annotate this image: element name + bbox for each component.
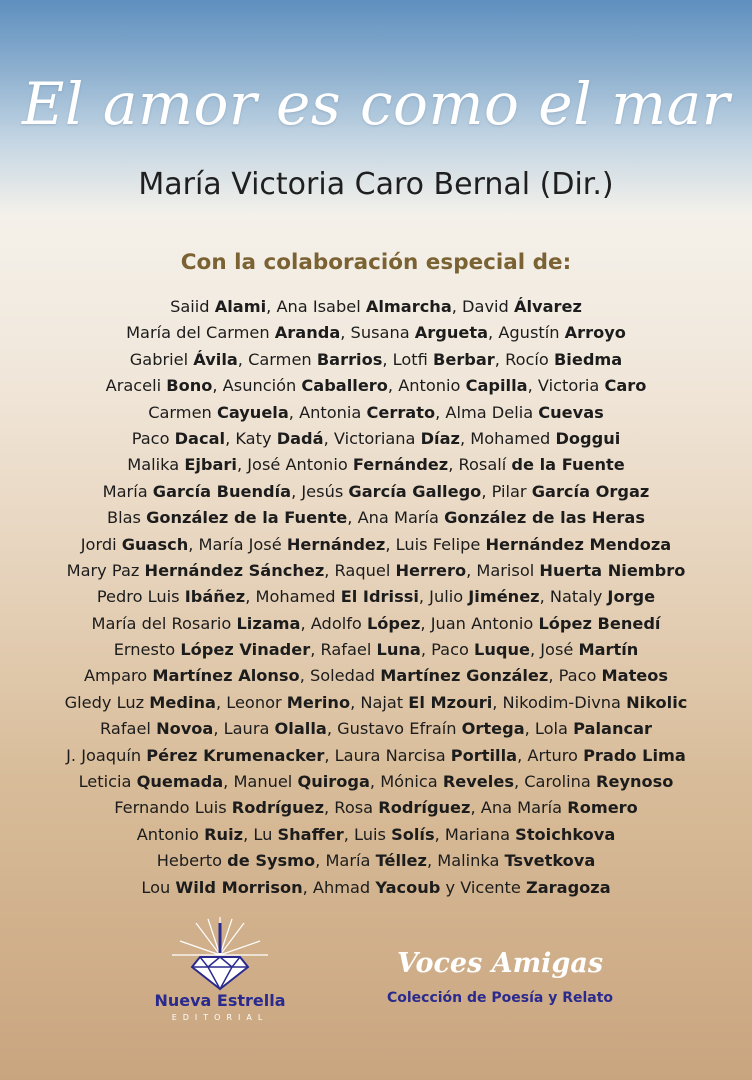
contributor-line xyxy=(0,479,752,505)
contributor-surname: Biedma xyxy=(553,349,623,369)
contributor-text: , Marisol xyxy=(466,560,540,580)
contributor-surname: Cayuela xyxy=(216,402,289,422)
contributor-text: , Paco xyxy=(548,666,602,686)
book-title: El amor es como el mar xyxy=(22,70,730,138)
contributor-text: , Arturo xyxy=(517,745,584,765)
contributor-line xyxy=(0,875,752,901)
contributor-text: y Vicente xyxy=(440,877,526,897)
contributor-surname: Ávila xyxy=(193,349,238,369)
contributor-text: , María José xyxy=(188,534,287,554)
contributor-surname: Doggui xyxy=(555,428,621,448)
contributor-text: , Rafael xyxy=(310,640,377,660)
contributor-surname: Argueta xyxy=(414,323,489,343)
contributor-text: , Victoriana xyxy=(323,428,421,448)
contributor-surname: Martínez González xyxy=(380,666,549,686)
contributor-text: , Adolfo xyxy=(300,613,367,633)
contributor-surname: Jorge xyxy=(607,587,656,607)
collaboration-heading: Con la colaboración especial de: xyxy=(180,250,572,275)
contributor-surname: Zaragoza xyxy=(526,877,611,897)
contributor-text: , Manuel xyxy=(223,772,298,792)
contributor-surname: Cuevas xyxy=(538,402,604,422)
contributor-surname: Olalla xyxy=(274,719,327,739)
contributor-text: , Ahmad xyxy=(302,877,376,897)
contributor-surname: El Idrissi xyxy=(340,587,419,607)
contributor-surname: Caballero xyxy=(301,376,388,396)
contributor-surname: Stoichkova xyxy=(515,824,616,844)
contributor-line xyxy=(0,505,752,531)
contributor-text: María del Rosario xyxy=(91,613,237,633)
contributor-surname: Reveles xyxy=(442,772,514,792)
contributor-text: Paco xyxy=(131,428,175,448)
contributor-surname: El Mzouri xyxy=(408,692,493,712)
contributor-text: , Carolina xyxy=(513,772,596,792)
contributor-text: , Luis xyxy=(343,824,392,844)
contributor-text: , Malinka xyxy=(426,851,505,871)
contributor-text: , Pilar xyxy=(481,481,532,501)
contributor-surname: Tsvetkova xyxy=(504,851,596,871)
contributor-surname: Ibáñez xyxy=(184,587,246,607)
contributor-text: , Leonor xyxy=(215,692,287,712)
book-author: María Victoria Caro Bernal (Dir.) xyxy=(138,167,614,202)
contributor-text: , Rosa xyxy=(324,798,379,818)
contributor-surname: Hernández Sánchez xyxy=(144,560,325,580)
contributor-line xyxy=(0,743,752,769)
contributor-text: Ernesto xyxy=(113,640,181,660)
contributor-surname: Arroyo xyxy=(564,323,626,343)
contributor-text: Araceli xyxy=(105,376,167,396)
contributor-text: Antonio xyxy=(136,824,205,844)
contributor-text: , María xyxy=(315,851,376,871)
contributor-surname: Rodríguez xyxy=(378,798,471,818)
contributor-line xyxy=(0,795,752,821)
contributor-text: , Raquel xyxy=(324,560,396,580)
contributor-line xyxy=(0,320,752,346)
contributor-surname: Lizama xyxy=(236,613,301,633)
contributor-surname: Martín xyxy=(578,640,639,660)
contributor-surname: Álvarez xyxy=(513,297,582,316)
contributor-surname: Merino xyxy=(286,692,351,712)
contributor-surname: Díaz xyxy=(420,428,460,448)
contributor-text: Malika xyxy=(127,455,185,475)
contributor-line xyxy=(0,716,752,742)
contributor-surname: Pérez Krumenacker xyxy=(146,745,325,765)
contributor-text: Saiid xyxy=(170,297,215,316)
contributor-surname: Bono xyxy=(166,376,213,396)
contributor-surname: Cerrato xyxy=(366,402,436,422)
contributor-surname: Fernández xyxy=(352,455,449,475)
contributor-text: Carmen xyxy=(148,402,217,422)
series-name: Voces Amigas xyxy=(396,948,604,979)
contributor-surname: Hernández Mendoza xyxy=(485,534,672,554)
contributor-line xyxy=(0,690,752,716)
contributor-text: , Rocío xyxy=(494,349,554,369)
contributor-surname: Quiroga xyxy=(297,772,370,792)
contributor-text: , Antonio xyxy=(387,376,466,396)
contributor-text: , David xyxy=(451,297,514,316)
contributor-text: , José Antonio xyxy=(236,455,353,475)
contributor-line xyxy=(0,611,752,637)
contributor-text: , Julio xyxy=(418,587,469,607)
contributor-surname: García Gallego xyxy=(348,481,482,501)
contributor-text: , Lu xyxy=(243,824,278,844)
contributor-surname: Shaffer xyxy=(277,824,344,844)
contributor-text: , Alma Delia xyxy=(435,402,539,422)
contributor-text: Heberto xyxy=(156,851,228,871)
contributor-text: , Katy xyxy=(225,428,277,448)
contributor-text: , Nikodim-Divna xyxy=(492,692,627,712)
contributor-surname: Jiménez xyxy=(468,587,540,607)
contributor-text: , Lotfi xyxy=(382,349,433,369)
contributor-line xyxy=(0,452,752,478)
contributor-surname: Palancar xyxy=(573,719,652,739)
contributor-text: Rafael xyxy=(100,719,157,739)
contributor-text: Leticia xyxy=(78,772,137,792)
contributor-surname: Capilla xyxy=(465,376,528,396)
contributor-text: Fernando Luis xyxy=(114,798,232,818)
publisher-logo xyxy=(140,915,300,1025)
contributor-surname: González de las Heras xyxy=(444,508,645,528)
contributor-text: , Najat xyxy=(350,692,409,712)
contributor-text: , Laura xyxy=(213,719,275,739)
contributor-text: , Mohamed xyxy=(459,428,556,448)
contributor-text: , Soledad xyxy=(299,666,381,686)
contributor-surname: Berbar xyxy=(433,349,495,369)
contributor-surname: Romero xyxy=(567,798,638,818)
contributor-line xyxy=(0,637,752,663)
contributor-text: J. Joaquín xyxy=(66,745,147,765)
contributor-surname: Martínez Alonso xyxy=(152,666,300,686)
contributor-surname: de Sysmo xyxy=(227,851,316,871)
contributor-surname: Guasch xyxy=(121,534,189,554)
contributor-line xyxy=(0,558,752,584)
contributor-surname: López Vinader xyxy=(180,640,311,660)
contributor-line xyxy=(0,769,752,795)
contributor-surname: García Buendía xyxy=(152,481,292,501)
contributor-line xyxy=(0,400,752,426)
contributor-line xyxy=(0,426,752,452)
contributor-text: , Ana Isabel xyxy=(266,297,366,316)
contributor-text: Gabriel xyxy=(129,349,194,369)
contributor-line xyxy=(0,532,752,558)
contributor-line xyxy=(0,584,752,610)
publisher-name: Nueva Estrella xyxy=(154,991,286,1010)
contributor-surname: García Orgaz xyxy=(531,481,650,501)
contributor-text: María del Carmen xyxy=(126,323,275,343)
contributor-surname: Luque xyxy=(474,640,530,660)
contributor-surname: Reynoso xyxy=(596,772,674,792)
contributor-surname: Herrero xyxy=(395,560,467,580)
contributor-line xyxy=(0,663,752,689)
contributor-surname: Solís xyxy=(391,824,435,844)
contributor-surname: Mateos xyxy=(601,666,669,686)
contributor-text: , Ana María xyxy=(470,798,568,818)
contributor-surname: Medina xyxy=(149,692,216,712)
contributor-text: , Ana María xyxy=(347,508,445,528)
contributor-text: , Mónica xyxy=(369,772,443,792)
contributor-text: , Susana xyxy=(340,323,415,343)
contributor-text: , José xyxy=(529,640,579,660)
contributor-text: Pedro Luis xyxy=(96,587,185,607)
contributor-text: , Nataly xyxy=(539,587,608,607)
contributor-text: Jordi xyxy=(80,534,122,554)
contributor-surname: Ortega xyxy=(461,719,525,739)
contributor-text: , Lola xyxy=(524,719,574,739)
contributor-surname: Rodríguez xyxy=(231,798,325,818)
contributor-text: , Gustavo Efraín xyxy=(326,719,462,739)
contributor-surname: Aranda xyxy=(274,323,341,343)
contributor-surname: Nikolic xyxy=(626,692,688,712)
contributor-text: , Juan Antonio xyxy=(420,613,539,633)
contributor-line xyxy=(0,373,752,399)
contributor-line xyxy=(0,347,752,373)
contributor-surname: Yacoub xyxy=(375,877,441,897)
contributor-text: , Rosalí xyxy=(448,455,512,475)
contributor-text: , Jesús xyxy=(291,481,349,501)
diamond-star-icon xyxy=(166,915,274,991)
contributor-surname: Huerta Niembro xyxy=(539,560,686,580)
contributor-surname: López Benedí xyxy=(538,613,661,633)
contributor-line xyxy=(0,822,752,848)
contributor-surname: Alami xyxy=(214,297,267,316)
contributor-surname: López xyxy=(366,613,421,633)
contributor-surname: Novoa xyxy=(156,719,214,739)
contributor-text: , Laura Narcisa xyxy=(324,745,451,765)
contributor-surname: Wild Morrison xyxy=(175,877,303,897)
contributor-line xyxy=(0,294,752,320)
contributor-surname: Quemada xyxy=(136,772,224,792)
contributor-text: , Luis Felipe xyxy=(385,534,486,554)
contributor-surname: Almarcha xyxy=(365,297,452,316)
contributor-surname: Ruiz xyxy=(204,824,244,844)
contributor-surname: González de la Fuente xyxy=(146,508,348,528)
contributor-text: , Mohamed xyxy=(245,587,341,607)
contributor-surname: Luna xyxy=(376,640,421,660)
contributor-text: , Mariana xyxy=(434,824,516,844)
contributor-surname: Portilla xyxy=(450,745,518,765)
contributor-text: Blas xyxy=(107,508,147,528)
contributor-text: , Agustín xyxy=(488,323,565,343)
contributors-list xyxy=(0,294,752,901)
contributor-text: , Carmen xyxy=(237,349,317,369)
contributor-surname: Prado Lima xyxy=(583,745,686,765)
contributor-text: , Victoria xyxy=(527,376,605,396)
contributor-line xyxy=(0,848,752,874)
contributor-surname: Hernández xyxy=(286,534,386,554)
contributor-text: Lou xyxy=(141,877,176,897)
contributor-text: Gledy Luz xyxy=(64,692,150,712)
contributor-surname: Caro xyxy=(604,376,647,396)
contributor-surname: Dadá xyxy=(276,428,324,448)
contributor-surname: Dacal xyxy=(174,428,226,448)
contributor-text: Mary Paz xyxy=(66,560,145,580)
contributor-surname: Téllez xyxy=(375,851,427,871)
contributor-surname: de la Fuente xyxy=(511,455,625,475)
contributor-text: , Paco xyxy=(420,640,475,660)
contributor-text: , Asunción xyxy=(212,376,302,396)
series-subtitle: Colección de Poesía y Relato xyxy=(386,990,614,1006)
contributor-text: , Antonia xyxy=(288,402,367,422)
contributor-surname: Ejbari xyxy=(184,455,237,475)
contributor-text: Amparo xyxy=(83,666,153,686)
publisher-subtitle: EDITORIAL xyxy=(171,1013,269,1022)
contributor-surname: Barrios xyxy=(316,349,383,369)
contributor-text: María xyxy=(102,481,153,501)
